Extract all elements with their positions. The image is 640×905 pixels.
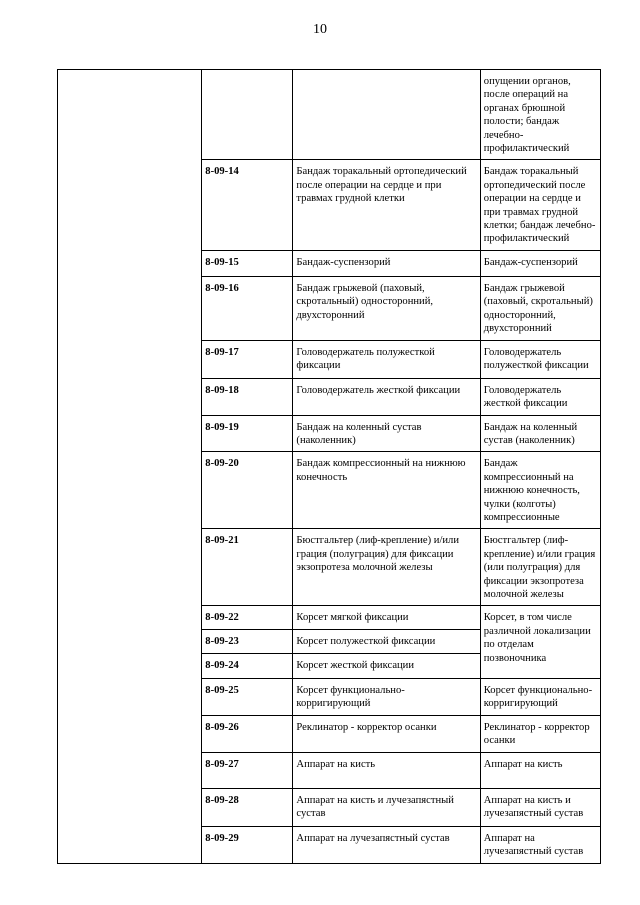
- code-cell: 8-09-29: [202, 826, 293, 863]
- name-cell: Реклинатор - корректор осанки: [293, 715, 480, 752]
- name-cell: Корсет функционально-корригирующий: [293, 678, 480, 715]
- table-row: [58, 70, 601, 160]
- code-cell: 8-09-18: [202, 378, 293, 415]
- description-cell: Бандаж торакальный ортопедический после операции на сердце и при травмах грудной клетки; бандаж лечебно-профилактический: [480, 160, 600, 250]
- blank-first-column: [58, 70, 202, 864]
- code-cell: 8-09-14: [202, 160, 293, 250]
- name-cell: Корсет полужесткой фиксации: [293, 630, 480, 653]
- name-cell: Бандаж грыжевой (паховый, скротальный) односторонний, двухсторонний: [293, 276, 480, 340]
- description-cell: Головодержатель полужесткой фиксации: [480, 340, 600, 378]
- description-cell: Аппарат на кисть и лучезапястный сустав: [480, 788, 600, 826]
- name-cell: Корсет мягкой фиксации: [293, 606, 480, 630]
- name-cell: Бандаж на коленный сустав (наколенник): [293, 415, 480, 452]
- code-cell: 8-09-19: [202, 415, 293, 452]
- code-cell: 8-09-17: [202, 340, 293, 378]
- description-cell: Аппарат на лучезапястный сустав: [480, 826, 600, 863]
- description-cell: Корсет функционально-корригирующий: [480, 678, 600, 715]
- name-cell: Головодержатель полужесткой фиксации: [293, 340, 480, 378]
- description-cell: Бандаж грыжевой (паховый, скротальный) односторонний, двухсторонний: [480, 276, 600, 340]
- description-cell: Бюстгальтер (лиф-крепление) и/или грация (или полуграция) для фиксации экзопротеза молочной железы: [480, 529, 600, 606]
- code-cell: 8-09-21: [202, 529, 293, 606]
- code-cell: 8-09-26: [202, 715, 293, 752]
- name-cell: [293, 70, 480, 160]
- name-cell: Аппарат на лучезапястный сустав: [293, 826, 480, 863]
- name-cell: Аппарат на кисть: [293, 752, 480, 788]
- description-cell: Головодержатель жесткой фиксации: [480, 378, 600, 415]
- code-cell: [202, 70, 293, 160]
- name-cell: Бюстгальтер (лиф-крепление) и/или грация (полуграция) для фиксации экзопротеза молочной железы: [293, 529, 480, 606]
- name-cell: Бандаж-суспензорий: [293, 250, 480, 276]
- code-cell: 8-09-28: [202, 788, 293, 826]
- name-cell: Бандаж торакальный ортопедический после операции на сердце и при травмах грудной клетки: [293, 160, 480, 250]
- description-cell: Аппарат на кисть: [480, 752, 600, 788]
- description-cell: Бандаж компрессионный на нижнюю конечность, чулки (колготы) компрессионные: [480, 452, 600, 529]
- description-cell: Реклинатор - корректор осанки: [480, 715, 600, 752]
- name-cell: Корсет жесткой фиксации: [293, 653, 480, 678]
- device-table: [57, 69, 601, 864]
- code-cell: 8-09-20: [202, 452, 293, 529]
- code-cell: 8-09-24: [202, 653, 293, 678]
- name-cell: Бандаж компрессионный на нижнюю конечность: [293, 452, 480, 529]
- name-cell: Головодержатель жесткой фиксации: [293, 378, 480, 415]
- page-number: 10: [313, 22, 327, 37]
- description-cell: опущении органов, после операций на органах брюшной полости; бандаж лечебно-профилактический: [480, 70, 600, 160]
- description-cell: Бандаж-суспензорий: [480, 250, 600, 276]
- description-cell: Корсет, в том числе различной локализации по отделам позвоночника: [480, 606, 600, 678]
- code-cell: 8-09-23: [202, 630, 293, 653]
- code-cell: 8-09-16: [202, 276, 293, 340]
- code-cell: 8-09-25: [202, 678, 293, 715]
- description-cell: Бандаж на коленный сустав (наколенник): [480, 415, 600, 452]
- code-cell: 8-09-22: [202, 606, 293, 630]
- code-cell: 8-09-15: [202, 250, 293, 276]
- name-cell: Аппарат на кисть и лучезапястный сустав: [293, 788, 480, 826]
- code-cell: 8-09-27: [202, 752, 293, 788]
